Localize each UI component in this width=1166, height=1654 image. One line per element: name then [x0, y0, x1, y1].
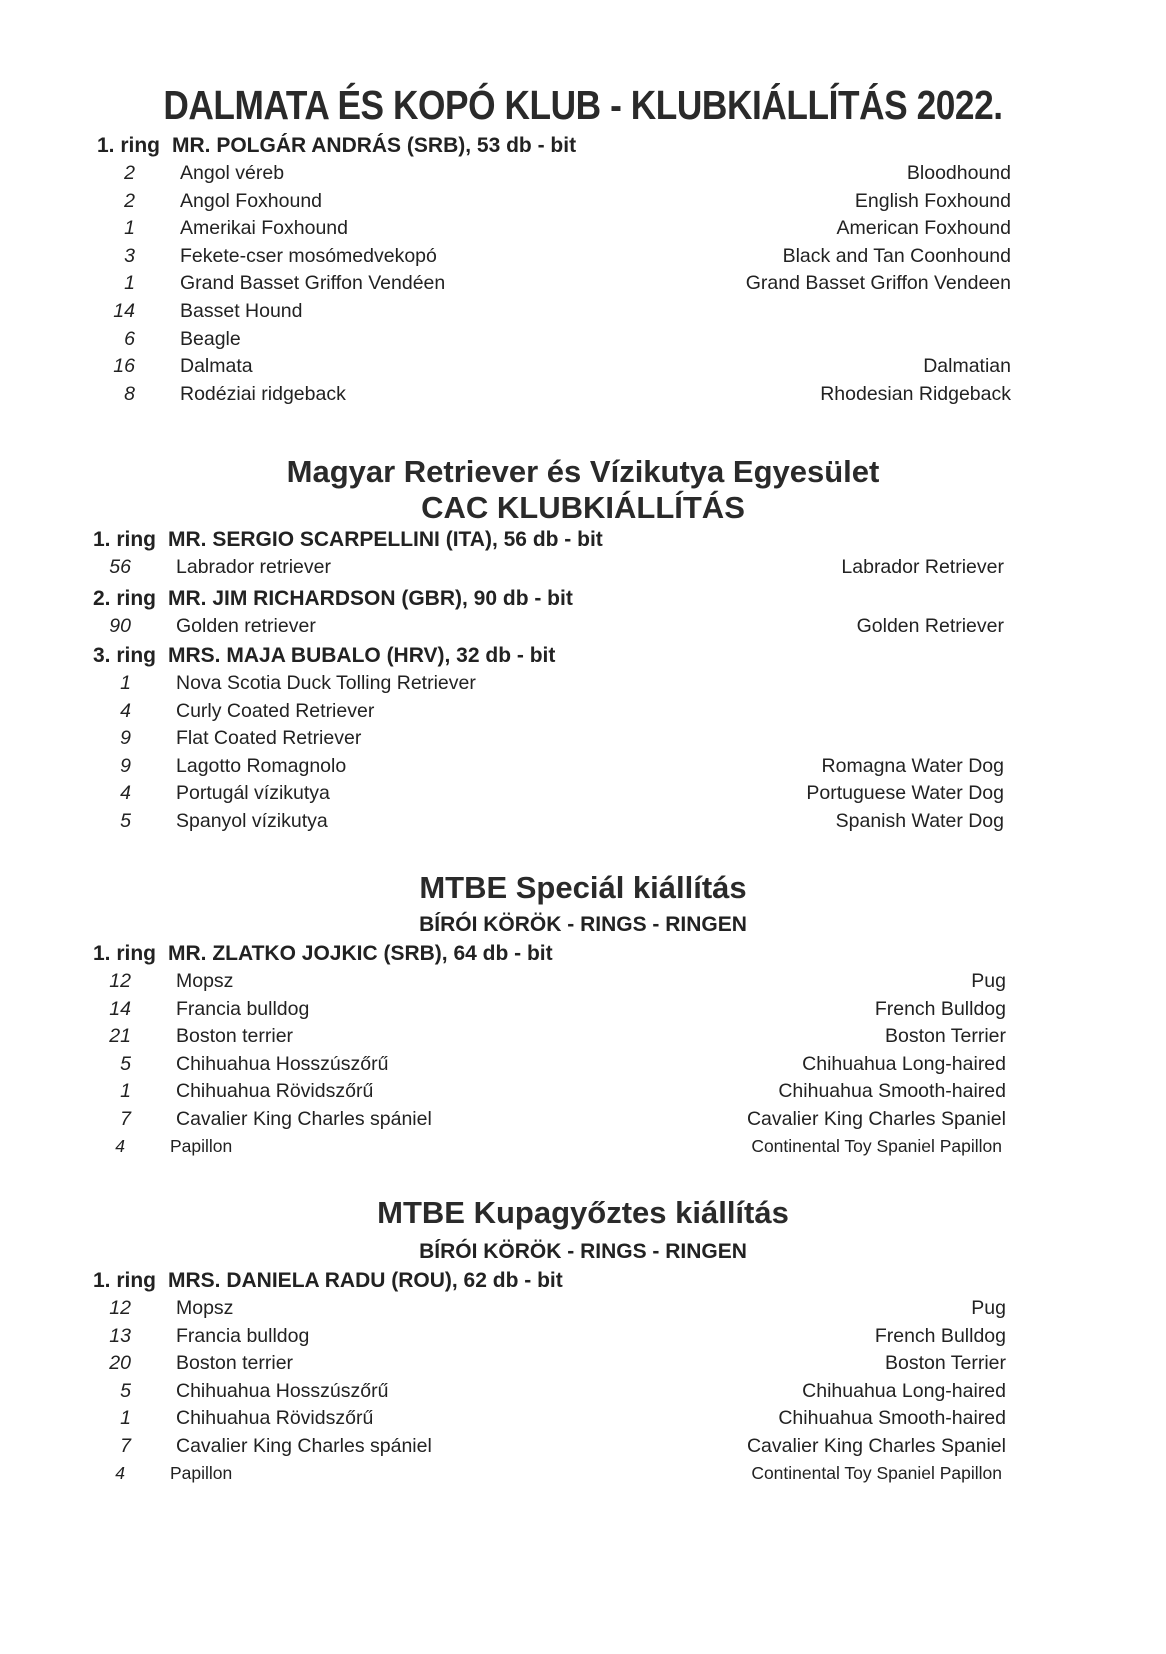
breed-name-hu: Mopsz [176, 1297, 234, 1319]
breed-row [0, 1108, 1166, 1135]
section-subtitle: BÍRÓI KÖRÖK - RINGS - RINGEN [419, 1240, 747, 1263]
breed-row [0, 1136, 1166, 1163]
breed-row [0, 1325, 1166, 1352]
breed-count: 7 [120, 1435, 131, 1457]
breed-name-hu: Portugál vízikutya [176, 782, 330, 805]
breed-name-hu: Papillon [170, 1135, 233, 1156]
breed-count: 4 [115, 1462, 125, 1483]
breed-count: 5 [120, 810, 131, 832]
breed-count: 4 [120, 782, 131, 805]
breed-row [0, 1463, 1166, 1490]
breed-name-hu: Boston terrier [176, 1352, 294, 1375]
breed-name-hu: Angol Foxhound [180, 189, 323, 212]
breed-name-hu: Rodéziai ridgeback [180, 382, 346, 405]
breed-count: 14 [113, 300, 135, 322]
breed-count: 2 [124, 162, 135, 184]
breed-name-en: Cavalier King Charles Spaniel [746, 1435, 1006, 1457]
breed-count: 20 [109, 1352, 131, 1375]
breed-name-en: Bloodhound [906, 162, 1011, 184]
breed-name-hu: Fekete-cser mosómedvekopó [180, 244, 437, 267]
breed-count: 12 [109, 970, 131, 992]
breed-count: 4 [115, 1135, 125, 1156]
breed-name-en: Golden Retriever [856, 615, 1004, 637]
breed-count: 5 [120, 1379, 131, 1402]
breed-name-hu: Labrador retriever [176, 556, 331, 578]
breed-name-hu: Golden retriever [176, 615, 316, 637]
breed-name-en: American Foxhound [836, 217, 1011, 240]
judge-name: MR. ZLATKO JOJKIC (SRB), 64 db - bit [168, 942, 553, 965]
ring-number: 1. ring [97, 134, 161, 157]
ring-heading [93, 1269, 563, 1293]
breed-row [0, 1080, 1166, 1107]
ring-number: 1. ring [93, 1269, 157, 1292]
breed-row [0, 272, 1166, 299]
breed-name-hu: Francia bulldog [176, 1324, 310, 1347]
breed-count: 9 [120, 754, 131, 777]
judge-name: MRS. DANIELA RADU (ROU), 62 db - bit [168, 1269, 563, 1292]
breed-count: 1 [120, 1080, 131, 1103]
breed-name-en: Spanish Water Dog [835, 810, 1004, 832]
breed-row [0, 782, 1166, 809]
breed-name-hu: Lagotto Romagnolo [176, 754, 347, 777]
breed-name-hu: Flat Coated Retriever [176, 727, 362, 750]
breed-name-en: Black and Tan Coonhound [782, 244, 1011, 267]
breed-count: 3 [124, 244, 135, 267]
breed-name-hu: Cavalier King Charles spániel [176, 1108, 432, 1130]
ring-number: 1. ring [93, 528, 157, 551]
breed-count: 6 [124, 327, 135, 350]
breed-name-en: Pug [971, 1297, 1006, 1319]
breed-row [0, 970, 1166, 997]
breed-name-en: Labrador Retriever [841, 556, 1004, 578]
breed-row [0, 162, 1166, 189]
breed-row [0, 190, 1166, 217]
breed-name-en: Continental Toy Spaniel Papillon [751, 1135, 1002, 1156]
breed-row [0, 300, 1166, 327]
breed-name-en: English Foxhound [854, 189, 1011, 212]
breed-name-hu: Chihuahua Hosszúszőrű [176, 1052, 389, 1075]
breed-count: 1 [120, 1407, 131, 1430]
breed-row [0, 1407, 1166, 1434]
ring-heading [97, 134, 576, 158]
breed-count: 12 [109, 1297, 131, 1319]
breed-name-en: Chihuahua Smooth-haired [778, 1407, 1006, 1430]
breed-name-hu: Chihuahua Hosszúszőrű [176, 1379, 389, 1402]
judge-name: MRS. MAJA BUBALO (HRV), 32 db - bit [168, 644, 556, 667]
breed-name-en: Chihuahua Long-haired [802, 1052, 1006, 1075]
breed-row [0, 615, 1166, 642]
ring-number: 1. ring [93, 942, 157, 965]
breed-name-hu: Cavalier King Charles spániel [176, 1435, 432, 1457]
breed-row [0, 672, 1166, 699]
breed-count: 7 [120, 1108, 131, 1130]
breed-count: 14 [109, 997, 131, 1020]
breed-count: 13 [109, 1324, 131, 1347]
breed-name-en: Continental Toy Spaniel Papillon [751, 1462, 1002, 1483]
breed-name-en: Boston Terrier [884, 1025, 1006, 1048]
breed-name-hu: Chihuahua Rövidszőrű [176, 1407, 374, 1430]
breed-name-hu: Amerikai Foxhound [180, 217, 348, 240]
breed-count: 16 [113, 355, 135, 378]
ring-heading [93, 942, 553, 966]
breed-name-en: Cavalier King Charles Spaniel [746, 1108, 1006, 1130]
breed-row [0, 245, 1166, 272]
breed-name-hu: Dalmata [180, 355, 253, 378]
ring-heading [93, 644, 555, 668]
breed-row [0, 1025, 1166, 1052]
breed-row [0, 1297, 1166, 1324]
main-title: DALMATA ÉS KOPÓ KLUB - KLUBKIÁLLÍTÁS 2022. [163, 82, 1003, 128]
breed-name-hu: Nova Scotia Duck Tolling Retriever [176, 672, 476, 694]
section-title: Magyar Retriever és Vízikutya Egyesület [286, 454, 880, 489]
judge-name: MR. SERGIO SCARPELLINI (ITA), 56 db - bit [168, 528, 603, 551]
breed-count: 56 [109, 556, 131, 578]
section-subtitle: BÍRÓI KÖRÖK - RINGS - RINGEN [419, 913, 747, 936]
breed-name-en: Romagna Water Dog [821, 754, 1004, 777]
breed-row [0, 328, 1166, 355]
breed-name-hu: Chihuahua Rövidszőrű [176, 1080, 374, 1103]
breed-count: 4 [120, 699, 131, 722]
breed-name-hu: Angol véreb [180, 162, 285, 184]
breed-name-hu: Francia bulldog [176, 997, 310, 1020]
breed-name-hu: Grand Basset Griffon Vendéen [180, 272, 446, 295]
breed-name-en: Portuguese Water Dog [806, 782, 1004, 805]
breed-name-en: Chihuahua Smooth-haired [778, 1080, 1006, 1103]
breed-row [0, 355, 1166, 382]
breed-row [0, 217, 1166, 244]
breed-name-hu: Beagle [180, 327, 241, 350]
breed-name-en: Chihuahua Long-haired [802, 1379, 1006, 1402]
breed-name-hu: Curly Coated Retriever [176, 699, 375, 722]
section-title: MTBE Kupagyőztes kiállítás [377, 1195, 789, 1230]
breed-row [0, 556, 1166, 583]
breed-row [0, 810, 1166, 837]
breed-name-en: Grand Basset Griffon Vendeen [745, 272, 1011, 295]
judge-name: MR. POLGÁR ANDRÁS (SRB), 53 db - bit [172, 134, 577, 157]
breed-name-hu: Mopsz [176, 970, 234, 992]
breed-name-en: Pug [971, 970, 1006, 992]
breed-count: 21 [109, 1025, 131, 1048]
breed-row [0, 1380, 1166, 1407]
breed-count: 8 [124, 382, 135, 405]
ring-number: 2. ring [93, 587, 157, 610]
breed-count: 9 [120, 727, 131, 750]
breed-name-en: French Bulldog [874, 997, 1006, 1020]
judge-name: MR. JIM RICHARDSON (GBR), 90 db - bit [168, 587, 573, 610]
breed-count: 90 [109, 615, 131, 637]
breed-name-en: Boston Terrier [884, 1352, 1006, 1375]
breed-row [0, 700, 1166, 727]
breed-name-hu: Boston terrier [176, 1025, 294, 1048]
breed-row [0, 1053, 1166, 1080]
breed-count: 2 [124, 189, 135, 212]
breed-count: 1 [120, 672, 131, 694]
breed-name-en: Dalmatian [923, 355, 1011, 378]
ring-number: 3. ring [93, 644, 157, 667]
ring-heading [93, 528, 603, 552]
section-title: CAC KLUBKIÁLLÍTÁS [421, 490, 745, 525]
breed-row [0, 727, 1166, 754]
breed-row [0, 755, 1166, 782]
breed-name-en: French Bulldog [874, 1324, 1006, 1347]
breed-row [0, 998, 1166, 1025]
breed-count: 5 [120, 1052, 131, 1075]
ring-heading [93, 587, 573, 611]
breed-name-hu: Spanyol vízikutya [176, 810, 328, 832]
breed-row [0, 1435, 1166, 1462]
breed-name-en: Rhodesian Ridgeback [820, 382, 1011, 405]
breed-count: 1 [124, 217, 135, 240]
breed-row [0, 1352, 1166, 1379]
breed-row [0, 383, 1166, 410]
breed-name-hu: Papillon [170, 1462, 233, 1483]
breed-name-hu: Basset Hound [180, 300, 303, 322]
breed-count: 1 [124, 272, 135, 295]
section-title: MTBE Speciál kiállítás [419, 870, 747, 905]
